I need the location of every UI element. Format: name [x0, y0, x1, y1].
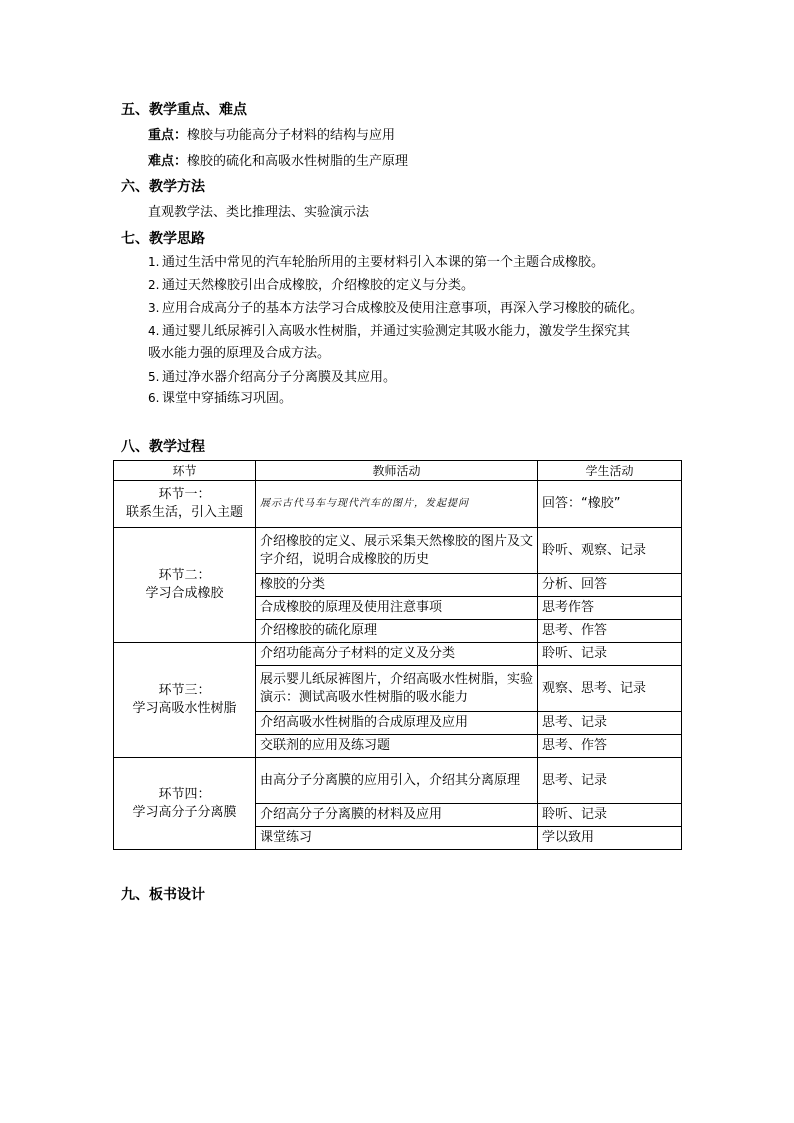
teacher-activity: 橡胶的分类: [256, 574, 538, 597]
table-row: [114, 758, 682, 804]
header-student: 学生活动: [538, 461, 682, 481]
student-activity: 学以致用: [538, 827, 682, 850]
key-point-label: 重点：: [148, 128, 188, 143]
student-activity: 分析、回答: [538, 574, 682, 597]
student-activity: 思考、记录: [538, 712, 682, 735]
student-activity: 观察、思考、记录: [538, 666, 682, 712]
list-item: 6. 课堂中穿插练习巩固。: [148, 391, 293, 406]
student-activity: 聆听、记录: [538, 804, 682, 827]
list-item: 2. 通过天然橡胶引出合成橡胶，介绍橡胶的定义与分类。: [148, 278, 475, 293]
teaching-process-table: [113, 460, 682, 850]
teacher-activity: 课堂练习: [256, 827, 538, 850]
student-activity: 回答：“橡胶”: [538, 481, 682, 528]
section9-heading: 九、板书设计: [121, 887, 205, 903]
teacher-activity: 展示古代马车与现代汽车的图片，发起提问: [256, 481, 538, 528]
section5-heading: 五、教学重点、难点: [121, 102, 247, 118]
list-item: 5. 通过净水器介绍高分子分离膜及其应用。: [148, 370, 397, 385]
section6-heading: 六、教学方法: [121, 179, 205, 195]
stage-cell: 环节三： 学习高吸水性树脂: [114, 643, 256, 758]
table-row: [114, 643, 682, 666]
key-point-text: 橡胶与功能高分子材料的结构与应用: [187, 128, 396, 143]
stage-cell: 环节二： 学习合成橡胶: [114, 528, 256, 643]
list-item: 3. 应用合成高分子的基本方法学习合成橡胶及使用注意事项，再深入学习橡胶的硫化。: [148, 301, 644, 316]
student-activity: 聆听、记录: [538, 643, 682, 666]
teacher-activity: 展示婴儿纸尿裤图片，介绍高吸水性树脂，实验演示：测试高吸水性树脂的吸水能力: [256, 666, 538, 712]
difficulty-line: [148, 153, 408, 171]
teacher-activity: 介绍高吸水性树脂的合成原理及应用: [256, 712, 538, 735]
list-item-continuation: 吸水能力强的原理及合成方法。: [148, 346, 331, 361]
teacher-activity: 介绍橡胶的硫化原理: [256, 620, 538, 643]
student-activity: 思考、作答: [538, 620, 682, 643]
section8-heading: 八、教学过程: [121, 439, 205, 455]
stage-cell: 环节四： 学习高分子分离膜: [114, 758, 256, 850]
teacher-activity: 由高分子分离膜的应用引入，介绍其分离原理: [256, 758, 538, 804]
student-activity: 思考、记录: [538, 758, 682, 804]
key-point-line: [148, 127, 395, 145]
table-header-row: [114, 461, 682, 481]
teaching-methods-text: 直观教学法、类比推理法、实验演示法: [148, 205, 370, 220]
difficulty-text: 橡胶的硫化和高吸水性树脂的生产原理: [187, 154, 409, 169]
section7-heading: 七、教学思路: [121, 231, 205, 247]
student-activity: 聆听、观察、记录: [538, 528, 682, 574]
list-item: 4. 通过婴儿纸尿裤引入高吸水性树脂，并通过实验测定其吸水能力，激发学生探究其: [148, 324, 631, 339]
teacher-activity: 合成橡胶的原理及使用注意事项: [256, 597, 538, 620]
table-row: [114, 481, 682, 528]
table-row: [114, 528, 682, 574]
difficulty-label: 难点：: [148, 154, 188, 169]
header-stage: 环节: [114, 461, 256, 481]
teacher-activity: 交联剂的应用及练习题: [256, 735, 538, 758]
list-item: 1. 通过生活中常见的汽车轮胎所用的主要材料引入本课的第一个主题合成橡胶。: [148, 255, 605, 270]
stage-cell: 环节一： 联系生活，引入主题: [114, 481, 256, 528]
header-teacher: 教师活动: [256, 461, 538, 481]
teacher-activity: 介绍高分子分离膜的材料及应用: [256, 804, 538, 827]
teacher-activity: 介绍橡胶的定义、展示采集天然橡胶的图片及文字介绍，说明合成橡胶的历史: [256, 528, 538, 574]
student-activity: 思考、作答: [538, 735, 682, 758]
student-activity: 思考作答: [538, 597, 682, 620]
teacher-activity: 介绍功能高分子材料的定义及分类: [256, 643, 538, 666]
